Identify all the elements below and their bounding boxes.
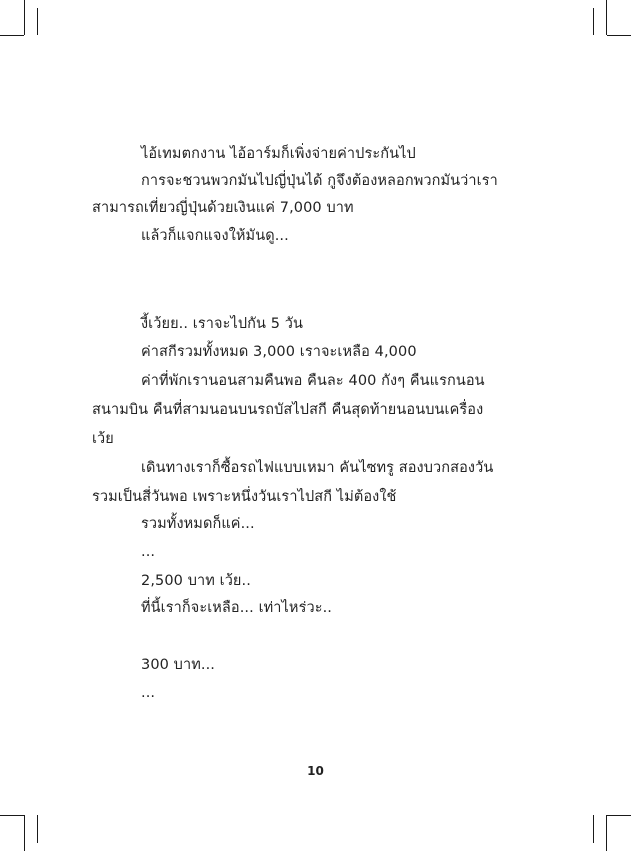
text-line: ค่าที่พักเรานอนสามคืนพอ คืนละ 400 กังๆ คืนแรกนอน — [141, 373, 485, 389]
text-line: รวมทั้งหมดก็แค่... — [141, 516, 255, 532]
text-line: เดินทางเราก็ซื้อรถไฟแบบเหมา คันไซทรู สองบวกสองวัน — [141, 460, 494, 476]
text-line: ไอ้เทมตกงาน ไอ้อาร์มก็เพิ่งจ่ายค่าประกันไป — [141, 146, 416, 162]
text-line: สามารถเที่ยวญี่ปุ่นด้วยเงินแค่ 7,000 บาท — [92, 200, 354, 216]
text-line: การจะชวนพวกมันไปญี่ปุ่นได้ กูจึงต้องหลอกพวกมันว่าเรา — [141, 173, 498, 189]
text-line: 2,500 บาท เว้ย.. — [141, 573, 251, 589]
text-line: เว้ย — [92, 431, 114, 447]
text-line: รวมเป็นสี่วันพอ เพราะหนึ่งวันเราไปสกี ไม่ต้องใช้ — [92, 489, 397, 505]
text-line: สนามบิน คืนที่สามนอนบนรถบัสไปสกี คืนสุดท้ายนอนบนเครื่อง — [92, 402, 484, 418]
page-number: 10 — [307, 764, 324, 778]
text-line: ... — [141, 544, 156, 560]
text-line: ... — [141, 685, 156, 701]
text-line: ที่นี้เราก็จะเหลือ... เท่าไหร่วะ.. — [141, 600, 333, 616]
text-line: งี้เว้ยย.. เราจะไปกัน 5 วัน — [141, 316, 304, 332]
text-line: 300 บาท... — [141, 657, 216, 673]
text-line: ค่าสกีรวมทั้งหมด 3,000 เราจะเหลือ 4,000 — [141, 344, 417, 360]
text-line: แล้วก็แจกแจงให้มันดู... — [141, 228, 289, 244]
